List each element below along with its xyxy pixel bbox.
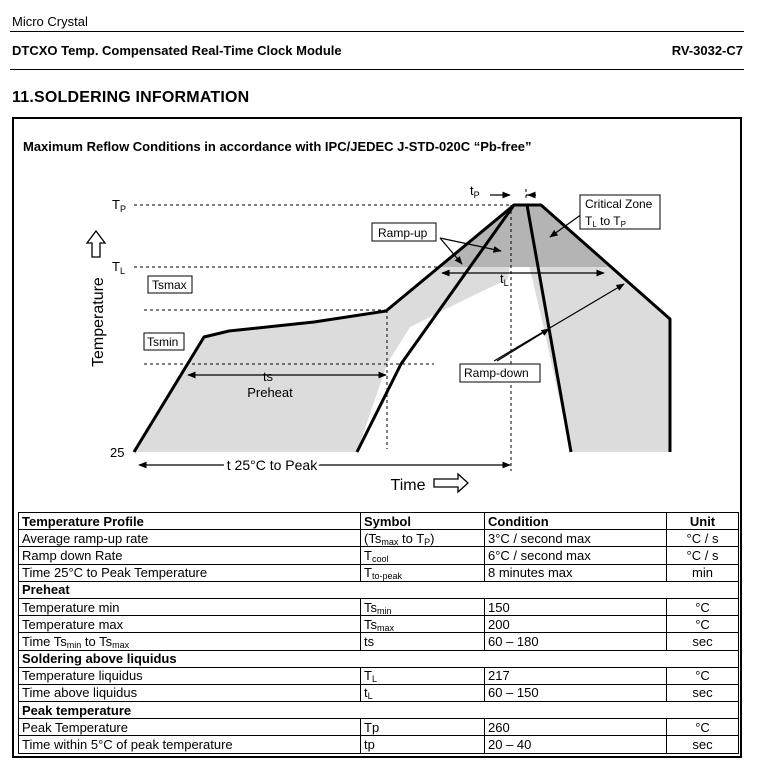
unit-cell: °C bbox=[667, 667, 739, 684]
group-row bbox=[19, 702, 739, 719]
table-row bbox=[19, 667, 739, 684]
symbol-cell: tp bbox=[361, 736, 485, 753]
reflow-profile-diagram bbox=[14, 119, 740, 511]
unit-cell: °C bbox=[667, 598, 739, 615]
param-cell: Peak Temperature bbox=[19, 719, 361, 736]
unit-cell: °C / s bbox=[667, 547, 739, 564]
symbol-cell: $Ts_{max}$ bbox=[361, 616, 485, 633]
table-row bbox=[19, 564, 739, 581]
table-row bbox=[19, 736, 739, 753]
condition-cell: 60 – 180 bbox=[485, 633, 667, 650]
section-title: 11.SOLDERING INFORMATION bbox=[12, 89, 250, 106]
time-arrow-icon bbox=[434, 474, 468, 492]
document-header bbox=[12, 43, 743, 58]
x-axis-label: Time bbox=[390, 477, 426, 494]
condition-cell: 3°C / second max bbox=[485, 530, 667, 547]
ts-label: ts bbox=[262, 369, 274, 384]
param-cell: Temperature liquidus bbox=[19, 667, 361, 684]
condition-cell: 150 bbox=[485, 598, 667, 615]
table-header-row bbox=[19, 513, 739, 530]
unit-cell: °C / s bbox=[667, 530, 739, 547]
part-number: RV-3032-C7 bbox=[671, 43, 743, 58]
tsmin-label: Tsmin bbox=[147, 335, 179, 349]
critical-zone-label: Critical Zone bbox=[585, 197, 653, 211]
symbol-cell: ($Ts_{max}$ to $T_P$) bbox=[361, 530, 485, 547]
param-cell: Time 25°C to Peak Temperature bbox=[19, 564, 361, 581]
group-label: Soldering above liquidus bbox=[19, 650, 739, 667]
header-cell: Condition bbox=[485, 513, 667, 530]
condition-cell: 260 bbox=[485, 719, 667, 736]
table-row bbox=[19, 719, 739, 736]
param-cell: Average ramp-up rate bbox=[19, 530, 361, 547]
condition-cell: 200 bbox=[485, 616, 667, 633]
header-cell: Unit bbox=[667, 513, 739, 530]
ramp-down-label: Ramp-down bbox=[464, 366, 529, 380]
ramp-up-label: Ramp-up bbox=[378, 226, 428, 240]
group-label: Preheat bbox=[19, 581, 739, 598]
header-rule bbox=[10, 31, 744, 32]
header-cell: Temperature Profile bbox=[19, 513, 361, 530]
critical-zone-range-label: TL to TP bbox=[585, 214, 626, 229]
symbol-cell: Tp bbox=[361, 719, 485, 736]
reflow-spec-table bbox=[18, 512, 739, 754]
preheat-ramp-zone bbox=[134, 205, 670, 452]
header-cell: Symbol bbox=[361, 513, 485, 530]
header-rule-bottom bbox=[10, 69, 744, 70]
reflow-frame bbox=[12, 117, 742, 758]
condition-cell: 20 – 40 bbox=[485, 736, 667, 753]
table-row bbox=[19, 547, 739, 564]
param-cell: Time above liquidus bbox=[19, 684, 361, 701]
table-row bbox=[19, 530, 739, 547]
symbol-cell: $Ts_{min}$ bbox=[361, 598, 485, 615]
tl-level-label: $T_L$ bbox=[112, 259, 125, 276]
tp-duration-label: $t_P$ bbox=[470, 183, 480, 200]
tp-level-label: $T_P$ bbox=[112, 197, 126, 214]
unit-cell: min bbox=[667, 564, 739, 581]
table-row bbox=[19, 598, 739, 615]
unit-cell: °C bbox=[667, 616, 739, 633]
unit-cell: °C bbox=[667, 719, 739, 736]
group-row bbox=[19, 650, 739, 667]
param-cell: Ramp down Rate bbox=[19, 547, 361, 564]
unit-cell: sec bbox=[667, 633, 739, 650]
table-row bbox=[19, 633, 739, 650]
group-label: Peak temperature bbox=[19, 702, 739, 719]
param-cell: Time $Ts_{min}$ to $Ts_{max}$ bbox=[19, 633, 361, 650]
param-cell: Temperature min bbox=[19, 598, 361, 615]
group-row bbox=[19, 581, 739, 598]
t25-level-label: 25 bbox=[110, 445, 125, 460]
unit-cell: sec bbox=[667, 736, 739, 753]
param-cell: Time within 5°C of peak temperature bbox=[19, 736, 361, 753]
symbol-cell: $T_{cool}$ bbox=[361, 547, 485, 564]
condition-cell: 8 minutes max bbox=[485, 564, 667, 581]
temperature-arrow-icon bbox=[87, 231, 105, 257]
table-row bbox=[19, 616, 739, 633]
symbol-cell: $T_L$ bbox=[361, 667, 485, 684]
condition-cell: 217 bbox=[485, 667, 667, 684]
condition-cell: 60 – 150 bbox=[485, 684, 667, 701]
tl-duration-label: $t_L$ bbox=[500, 271, 509, 288]
condition-cell: 6°C / second max bbox=[485, 547, 667, 564]
y-axis-label: Temperature bbox=[90, 277, 107, 367]
table-row bbox=[19, 684, 739, 701]
symbol-cell: ts bbox=[361, 633, 485, 650]
tsmax-label: Tsmax bbox=[152, 278, 187, 292]
preheat-label: Preheat bbox=[247, 385, 293, 400]
t25-to-peak-label: t 25°C to Peak bbox=[226, 457, 318, 473]
symbol-cell: $T_{to-peak}$ bbox=[361, 564, 485, 581]
figure-title: Maximum Reflow Conditions in accordance with IPC/JEDEC J-STD-020C “Pb-free” bbox=[23, 139, 532, 154]
unit-cell: sec bbox=[667, 684, 739, 701]
param-cell: Temperature max bbox=[19, 616, 361, 633]
company-name: Micro Crystal bbox=[12, 14, 88, 29]
symbol-cell: $t_L$ bbox=[361, 684, 485, 701]
document-title: DTCXO Temp. Compensated Real-Time Clock Module bbox=[12, 43, 342, 58]
